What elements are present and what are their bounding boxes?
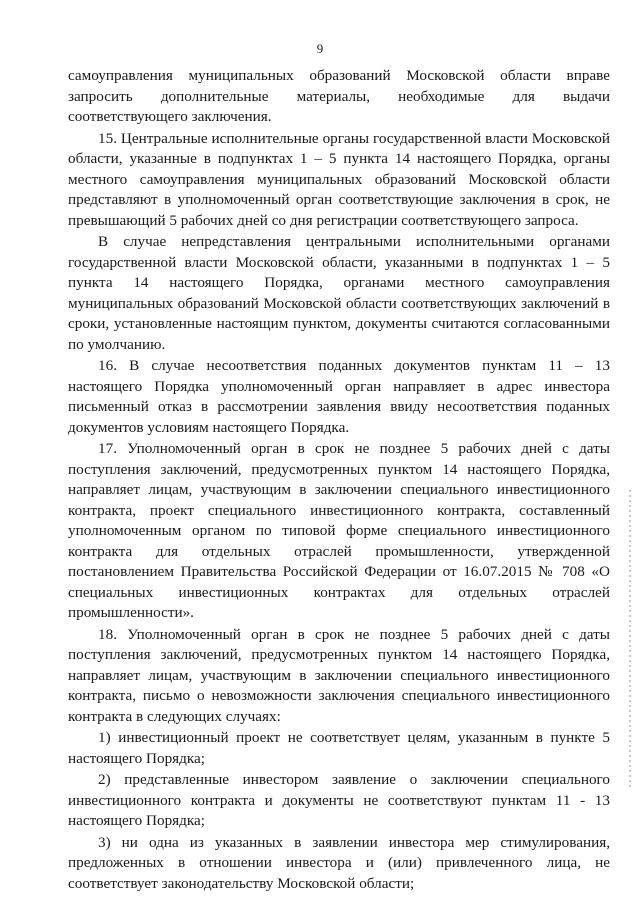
document-body bbox=[68, 66, 610, 894]
paragraph-subitem-3: 3) ни одна из указанных в заявлении инвестора мер стимулирования, предложенных в отношении инвестора и (или) привлеченного лица, не соответствует законодательству Московской области; bbox=[68, 833, 610, 892]
page-number: 9 bbox=[316, 41, 324, 56]
paragraph-item-17: 17. Уполномоченный орган в срок не позднее 5 рабочих дней с даты поступления заключений, предусмотренных пунктом 14 настоящего Порядка, направляет лицам, участвующим в заключении специального инвестиционного контракта, проект специального инвестиционного контракта, составленный уполномоченным органом по типовой форме специального инвестиционного контракта для отдельных отраслей промышленности, утвержденной постановлением Правительства Российской Федерации от 16.07.2015 № 708 «О специальных инвестиционных контрактах для отдельных отраслей промышленности». bbox=[68, 440, 610, 621]
paragraph-subitem-1: 1) инвестиционный проект не соответствует целям, указанным в пункте 5 настоящего Порядка; bbox=[68, 729, 610, 767]
paragraph-continuation: самоуправления муниципальных образований Московской области вправе запросить дополнительные материалы, необходимые для выдачи соответствующего заключения. bbox=[68, 67, 610, 125]
paragraph-item-15: 15. Центральные исполнительные органы государственной власти Московской области, указанные в подпунктах 1 – 5 пункта 14 настоящего Порядка, органы местного самоуправления муниципальных образований Московской области представляют в уполномоченный орган соответствующие заключения в срок, не превышающий 5 рабочих дней со дня регистрации соответствующего запроса. bbox=[68, 129, 610, 229]
paragraph-subitem-2: 2) представленные инвестором заявление о заключении специального инвестиционного контракта и документы не соответствуют пунктам 11 - 13 настоящего Порядка; bbox=[68, 771, 610, 829]
paragraph-item-16: 16. В случае несоответствия поданных документов пунктам 11 – 13 настоящего Порядка уполномоченный орган направляет в адрес инвестора письменный отказ в рассмотрении заявления ввиду несоответствия поданных документов условиям настоящего Порядка. bbox=[68, 357, 610, 436]
paragraph-item-18: 18. Уполномоченный орган в срок не позднее 5 рабочих дней с даты поступления заключений, предусмотренных пунктом 14 настоящего Порядка, направляет лицам, участвующим в заключении специального инвестиционного контракта, письмо о невозможности заключения специального инвестиционного контракта в следующих случаях: bbox=[68, 625, 610, 725]
scan-edge-mark bbox=[629, 490, 631, 790]
paragraph-item-15-default-approval: В случае непредставления центральными исполнительными органами государственной власти Московской области, указанными в подпунктах 1 – 5 пункта 14 настоящего Порядка, органами местного самоуправления муниципальных образований Московской области соответствующих заключений в сроки, установленные настоящим пунктом, документы считаются согласованными по умолчанию. bbox=[68, 233, 610, 353]
